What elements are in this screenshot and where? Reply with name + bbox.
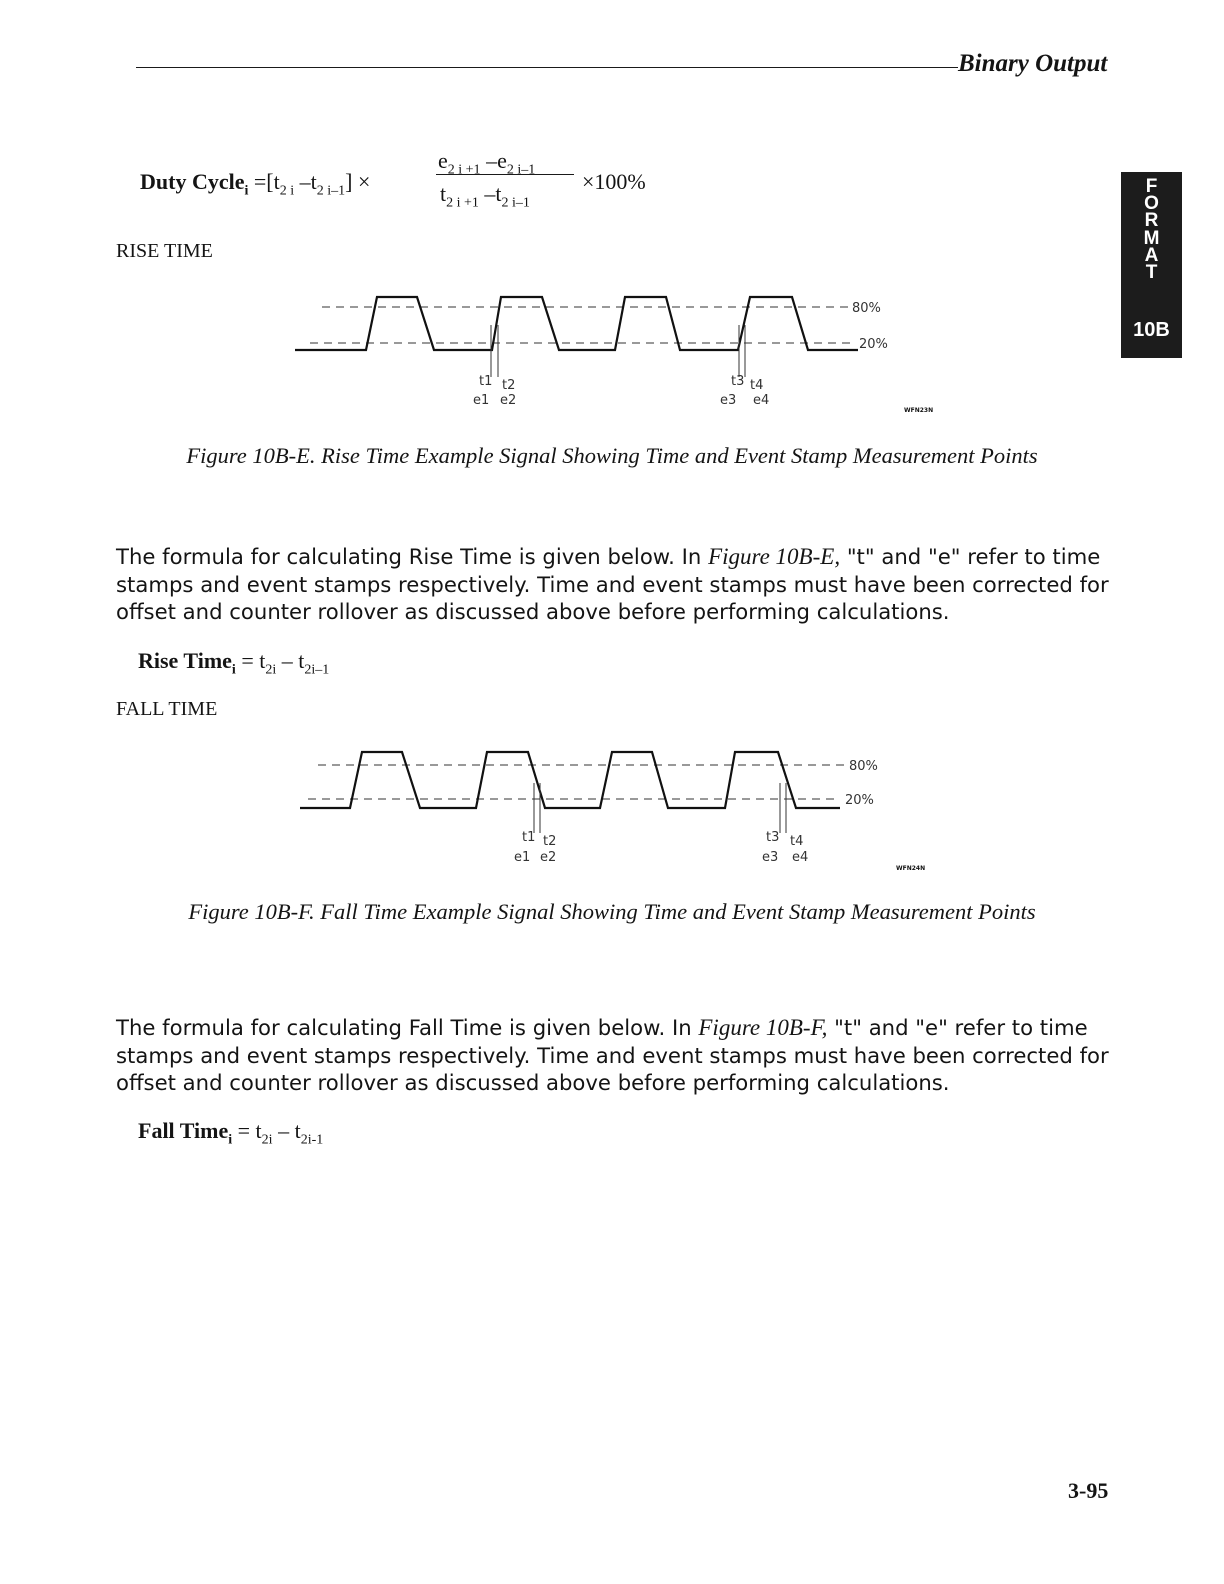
tab-letter: A [1144, 244, 1159, 266]
subscript: 2 i +1 [446, 195, 479, 211]
marker-label-t2: t2 [543, 834, 557, 849]
rise-time-formula [138, 648, 329, 678]
formula-text: t [440, 181, 447, 206]
tab-letter: T [1145, 262, 1158, 284]
figure-labels [473, 301, 933, 414]
art-code: WFN23N [904, 407, 934, 414]
fall-time-figure-caption: Figure 10B-F. Fall Time Example Signal Showing Time and Event Stamp Measurement Points [188, 899, 1036, 924]
tab-letter: O [1144, 193, 1159, 215]
subscript: 2i [261, 1132, 273, 1148]
level-label-80: 80% [849, 759, 878, 774]
rise-time-figure-caption: Figure 10B-E. Rise Time Example Signal Showing Time and Event Stamp Measurement Points [186, 443, 1038, 468]
subscript: 2i–1 [304, 662, 330, 678]
paragraph-text: "t" and "e" refer to time stamps and event stamps respectively. Time and event stamps must have been corrected for offset and counter rollover as discussed above before performing calculations. [116, 544, 1109, 624]
duty-cycle-label: Duty Cycle [140, 169, 245, 194]
marker-label-t3: t3 [731, 374, 745, 389]
fall-time-label: Fall Time [138, 1118, 229, 1143]
art-code: WFN24N [896, 865, 926, 872]
formula-text: –e [480, 148, 507, 173]
formula-text: – t [272, 1118, 301, 1143]
subscript: i [244, 183, 249, 199]
section-header: Binary Output [958, 50, 1108, 77]
subscript: 2 i–1 [506, 162, 536, 178]
fall-time-paragraph [116, 1014, 1116, 1097]
level-label-20: 20% [859, 337, 888, 352]
level-label-80: 80% [852, 301, 881, 316]
threshold-lines [310, 307, 855, 343]
paragraph-text: "t" and "e" refer to time stamps and event stamps respectively. Time and event stamps must have been corrected for offset and counter rollover as discussed above before performing calculations. [116, 1015, 1109, 1095]
formula-text: – t [276, 648, 305, 673]
fraction-denominator [440, 181, 530, 211]
marker-label-t1: t1 [522, 830, 536, 845]
signal-waveform [300, 752, 840, 808]
subscript: 2 i [279, 183, 295, 199]
marker-label-e1: e1 [473, 393, 490, 408]
formula-text: –t [294, 169, 317, 194]
fall-time-heading: FALL TIME [116, 698, 218, 720]
marker-label-e4: e4 [753, 393, 770, 408]
duty-cycle-formula [140, 148, 680, 222]
formula-text: ] × [345, 169, 371, 194]
duty-cycle-lhs [140, 169, 370, 199]
page-number: 3-95 [1068, 1478, 1109, 1503]
marker-label-t2: t2 [502, 378, 516, 393]
marker-label-e1: e1 [514, 850, 531, 865]
tab-letter: M [1143, 227, 1160, 249]
marker-label-t4: t4 [750, 378, 764, 393]
section-side-tab [1121, 172, 1182, 358]
header-rule [136, 67, 958, 68]
marker-label-e2: e2 [540, 850, 557, 865]
marker-label-t1: t1 [479, 374, 493, 389]
rise-time-paragraph [116, 543, 1116, 626]
paragraph-text: The formula for calculating Rise Time is given below. In [116, 544, 709, 569]
subscript: 2 i–1 [501, 195, 530, 211]
subscript: 2i-1 [300, 1132, 324, 1148]
signal-waveform [295, 297, 858, 350]
marker-label-e2: e2 [500, 393, 517, 408]
formula-text: –t [478, 181, 502, 206]
figure-reference: Figure 10B-F, [698, 1015, 828, 1040]
figure-labels [514, 759, 925, 872]
rise-time-waveform-diagram [280, 285, 960, 427]
tab-letter: R [1144, 210, 1159, 232]
figure-reference: Figure 10B-E, [708, 544, 841, 569]
level-label-20: 20% [845, 793, 874, 808]
fall-time-waveform-diagram [280, 743, 960, 885]
subscript: i [228, 1132, 233, 1148]
formula-text: e [438, 148, 448, 173]
subscript: i [231, 662, 236, 678]
formula-text: =[t [253, 169, 280, 194]
formula-multiplier: ×100% [582, 169, 646, 194]
marker-label-t3: t3 [766, 830, 780, 845]
formula-text: = t [235, 648, 266, 673]
fall-time-formula [138, 1118, 323, 1148]
marker-label-e4: e4 [792, 850, 809, 865]
rise-time-figure [280, 285, 960, 427]
fraction-bar [436, 174, 574, 175]
rise-time-label: Rise Time [138, 648, 232, 673]
subscript: 2i [265, 662, 277, 678]
rise-time-heading: RISE TIME [116, 240, 213, 262]
marker-label-e3: e3 [720, 393, 737, 408]
tab-letter: F [1145, 176, 1158, 197]
subscript: 2 i +1 [447, 162, 481, 178]
formula-text: = t [232, 1118, 262, 1143]
subscript: 2 i–1 [316, 183, 346, 199]
threshold-lines [308, 765, 845, 799]
marker-label-t4: t4 [790, 834, 804, 849]
paragraph-text: The formula for calculating Fall Time is given below. In [116, 1015, 699, 1040]
marker-label-e3: e3 [762, 850, 779, 865]
side-tab-letters [1121, 176, 1182, 284]
fall-time-figure [280, 743, 960, 885]
side-tab-code: 10B [1133, 319, 1170, 341]
